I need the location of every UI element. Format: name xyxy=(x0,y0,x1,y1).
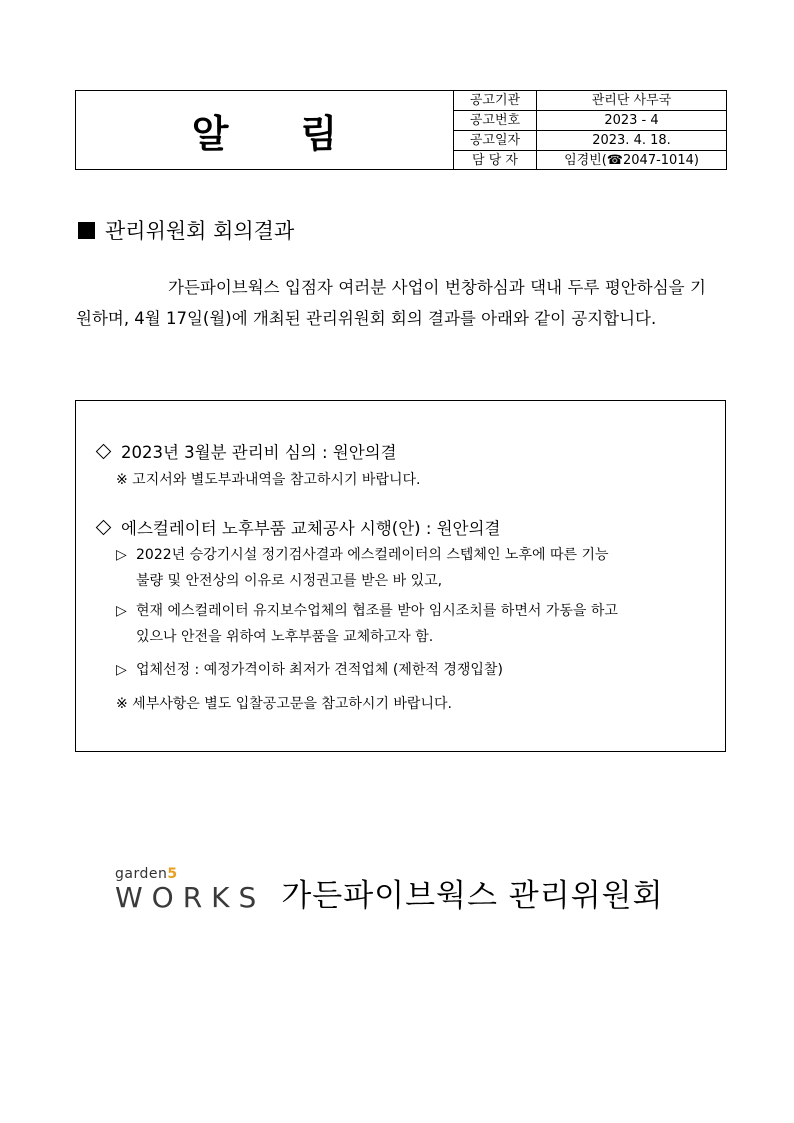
logo-small-text xyxy=(115,866,265,882)
results-box xyxy=(75,400,726,752)
logo-garden: garden xyxy=(115,866,168,882)
triangle-right-icon: ▷ xyxy=(116,603,127,619)
triangle-right-icon: ▷ xyxy=(116,547,127,563)
sub-item-text: 현재 에스컬레이터 유지보수업체의 협조를 받아 임시조치를 하면서 가동을 하고 xyxy=(136,603,618,619)
info-label: 공고일자 xyxy=(454,131,537,151)
sub-item xyxy=(116,542,716,594)
item-note: ※ 고지서와 별도부과내역을 참고하시기 바랍니다. xyxy=(116,472,421,488)
info-value: 2023. 4. 18. xyxy=(537,131,727,151)
logo-five: 5 xyxy=(167,866,178,882)
organization-name: 가든파이브웍스 관리위원회 xyxy=(281,878,664,914)
garden5-works-logo xyxy=(115,866,265,914)
section-heading-text: 관리위원회 회의결과 xyxy=(105,219,295,243)
item-heading-text: 2023년 3월분 관리비 심의 : 원안의결 xyxy=(121,443,397,462)
sub-item-text: 업체선정 : 예정가격이하 최저가 견적업체 (제한적 경쟁입찰) xyxy=(136,662,503,678)
info-label: 공고기관 xyxy=(454,91,537,111)
info-value: 임경빈(☎2047-1014) xyxy=(537,151,727,171)
item-heading xyxy=(94,515,500,539)
footer-signature xyxy=(115,866,664,914)
notice-header xyxy=(75,90,727,170)
info-label: 담 당 자 xyxy=(454,151,537,171)
info-value: 관리단 사무국 xyxy=(537,91,727,111)
item-heading xyxy=(94,439,397,463)
sub-item xyxy=(116,598,716,650)
info-row-date xyxy=(454,131,726,151)
sub-item xyxy=(116,657,716,683)
notice-info-table xyxy=(454,91,726,170)
black-square-icon xyxy=(78,222,95,239)
sub-item-text: 2022년 승강기시설 정기검사결과 에스컬레이터의 스텝체인 노후에 따른 기능 xyxy=(136,547,609,563)
info-label: 공고번호 xyxy=(454,111,537,131)
diamond-icon xyxy=(96,443,112,459)
info-value: 2023 - 4 xyxy=(537,111,727,131)
diamond-icon xyxy=(96,519,112,535)
intro-paragraph xyxy=(76,272,706,334)
info-row-number xyxy=(454,111,726,131)
notice-title: 알림 xyxy=(76,91,454,169)
info-row-agency xyxy=(454,91,726,111)
triangle-right-icon: ▷ xyxy=(116,662,127,678)
item-heading-text: 에스컬레이터 노후부품 교체공사 시행(안) : 원안의결 xyxy=(121,519,501,538)
info-row-contact xyxy=(454,151,726,171)
item-note: ※ 세부사항은 별도 입찰공고문을 참고하시기 바랍니다. xyxy=(116,696,452,712)
sub-item-text: 불량 및 안전상의 이유로 시정권고를 받은 바 있고, xyxy=(136,573,443,589)
logo-works: WORKS xyxy=(115,881,266,914)
intro-text: 가든파이브웍스 입점자 여러분 사업이 번창하심과 댁내 두루 평안하심을 기원하며, 4월 17일(월)에 개최된 관리위원회 회의 결과를 아래와 같이 공지합니다. xyxy=(76,278,706,328)
sub-item-text: 있으나 안전을 위하여 노후부품을 교체하고자 함. xyxy=(136,629,434,645)
section-heading xyxy=(78,215,294,245)
